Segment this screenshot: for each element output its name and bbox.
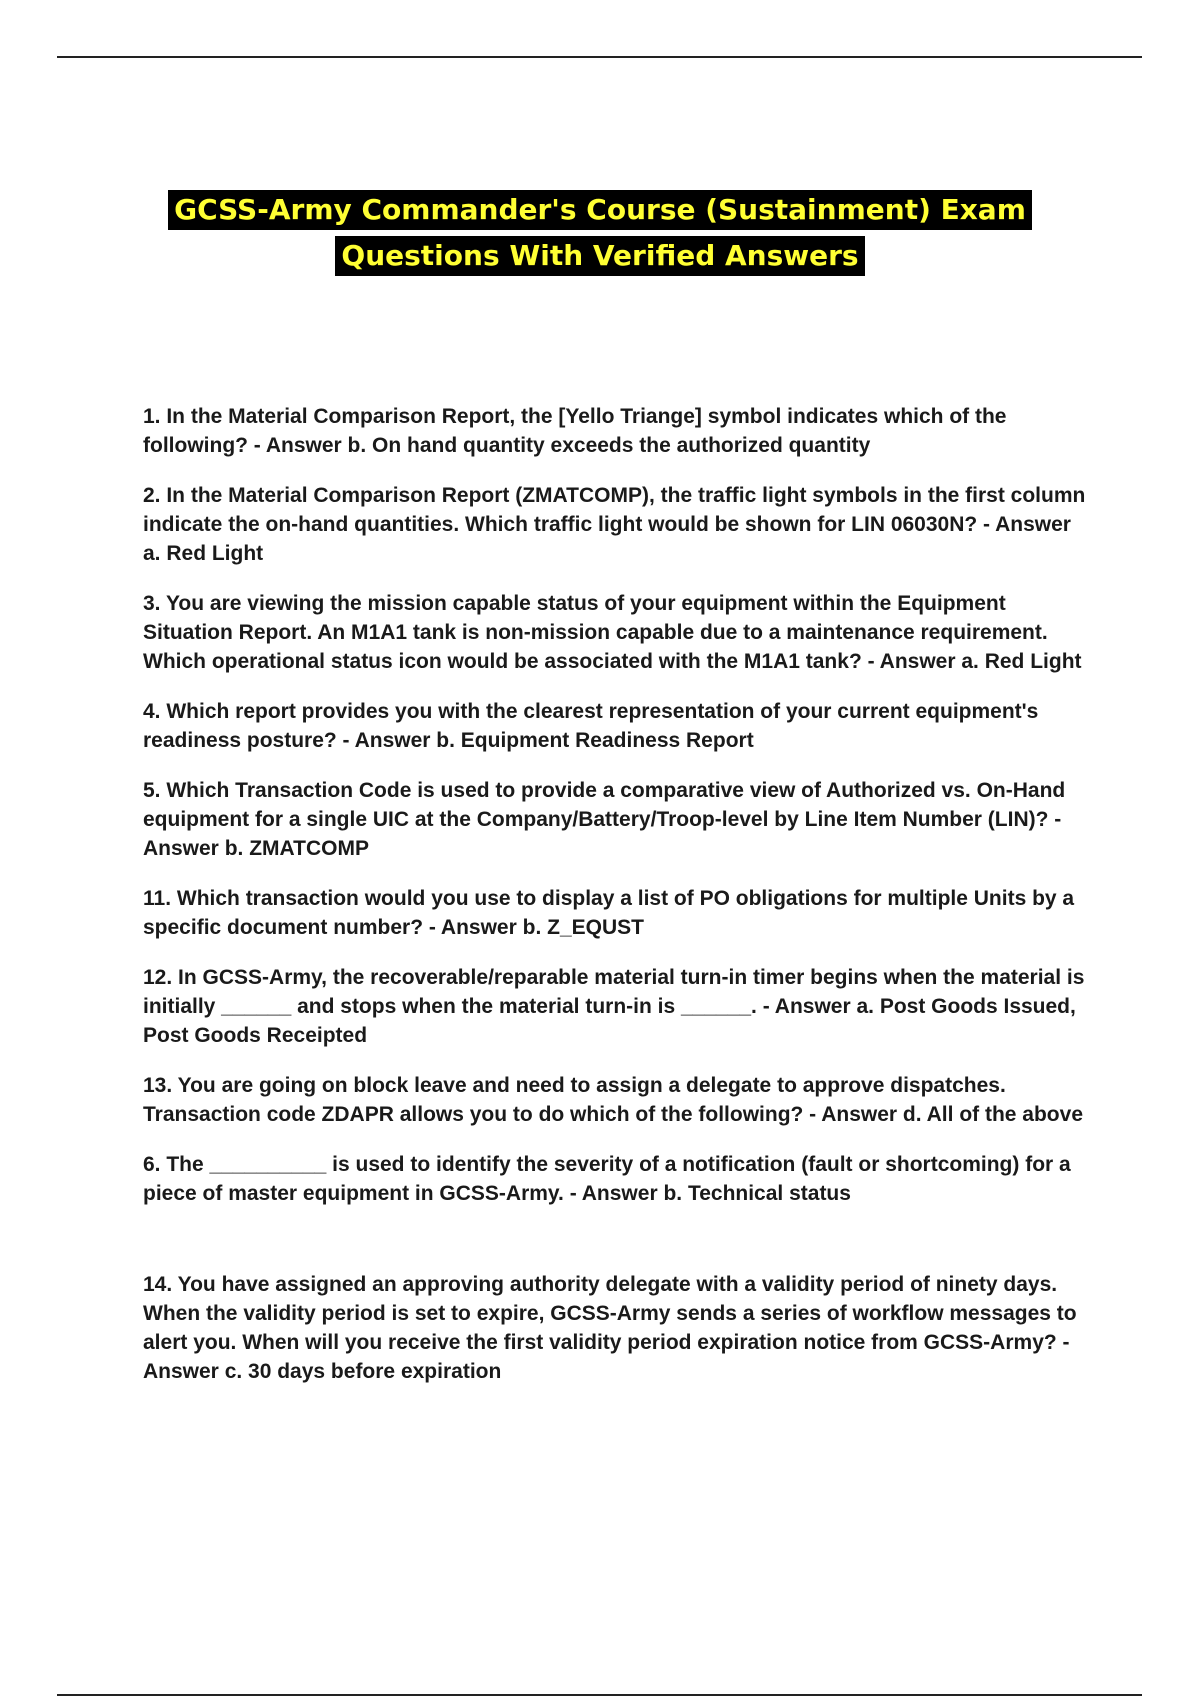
- document-title: [0, 190, 1200, 282]
- question-1: 1. In the Material Comparison Report, the [Yello Triange] symbol indicates which of the following? - Answer b. On hand quantity exceeds the authorized quantity: [143, 405, 1007, 457]
- question-4: 4. Which report provides you with the clearest representation of your current equipment's readiness posture? - Answer b. Equipment Readiness Report: [143, 700, 1039, 752]
- question-5: 5. Which Transaction Code is used to provide a comparative view of Authorized vs. On-Hand equipment for a single UIC at the Company/Battery/Troop-level by Line Item Number (LIN)? - Answer b. ZMATCOMP: [143, 779, 1066, 860]
- question-12: 12. In GCSS-Army, the recoverable/reparable material turn-in timer begins when the material is initially ______ and stops when the material turn-in is ______. - Answer a. Post Goods Issued, Post Goods Receipted: [143, 966, 1085, 1047]
- top-rule: [57, 56, 1142, 58]
- question-13: 13. You are going on block leave and need to assign a delegate to approve dispatches. Transaction code ZDAPR allows you to do which of the following? - Answer d. All of the above: [143, 1074, 1083, 1126]
- title-line-2: Questions With Verified Answers: [335, 236, 864, 276]
- question-3: 3. You are viewing the mission capable status of your equipment within the Equipment Situation Report. An M1A1 tank is non-mission capable due to a maintenance requirement. Which operational status icon would be associated with the M1A1 tank? - Answer a. Red Light: [143, 592, 1082, 673]
- question-6: 6. The __________ is used to identify the severity of a notification (fault or shortcoming) for a piece of master equipment in GCSS-Army. - Answer b. Technical status: [143, 1153, 1071, 1205]
- question-2: 2. In the Material Comparison Report (ZMATCOMP), the traffic light symbols in the first column indicate the on-hand quantities. Which traffic light would be shown for LIN 06030N? - Answer a. Red Light: [143, 484, 1086, 565]
- title-line-1: GCSS-Army Commander's Course (Sustainment) Exam: [168, 190, 1032, 230]
- question-11: 11. Which transaction would you use to display a list of PO obligations for multiple Units by a specific document number? - Answer b. Z_EQUST: [143, 887, 1075, 939]
- question-14: 14. You have assigned an approving authority delegate with a validity period of ninety days. When the validity period is set to expire, GCSS-Army sends a series of workflow messages to alert you. When will you receive the first validity period expiration notice from GCSS-Army? - Answer c. 30 days before expiration: [143, 1273, 1077, 1383]
- question-list: [143, 402, 1093, 1407]
- bottom-rule: [57, 1694, 1142, 1696]
